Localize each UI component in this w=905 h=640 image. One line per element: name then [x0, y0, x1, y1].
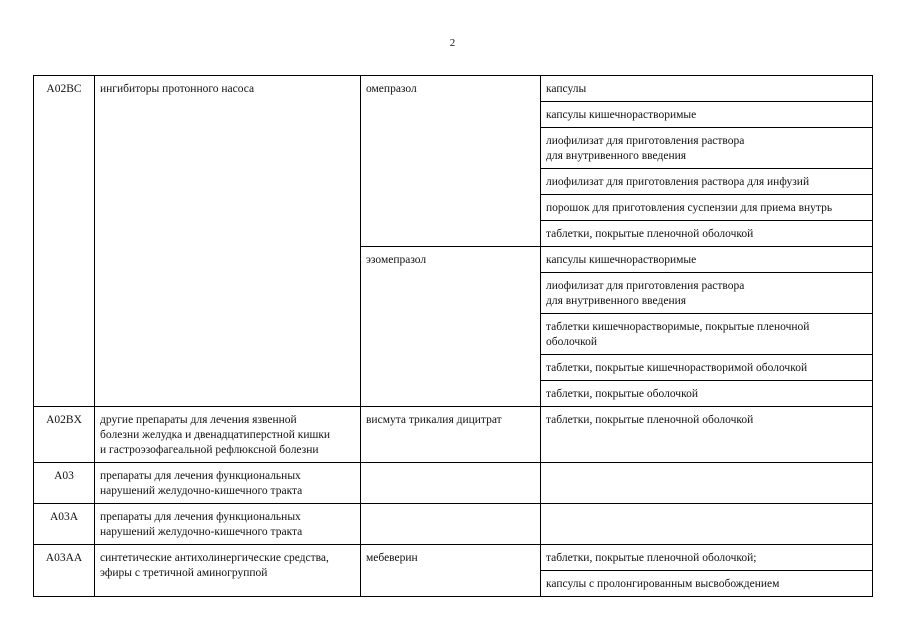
group-name-cell: другие препараты для лечения язвенной болезни желудка и двенадцатиперстной кишки и гастроэзофагеальной рефлюксной болезни	[95, 407, 361, 463]
dosage-form-cell: капсулы кишечнорастворимые	[541, 247, 873, 273]
dosage-form-cell: капсулы	[541, 76, 873, 102]
dosage-form-cell: таблетки, покрытые оболочкой	[541, 381, 873, 407]
group-name-cell: синтетические антихолинергические средства, эфиры с третичной аминогруппой	[95, 545, 361, 597]
atc-code-cell: A02BC	[34, 76, 95, 407]
dosage-form-cell: таблетки, покрытые пленочной оболочкой	[541, 407, 873, 463]
drug-name-cell	[361, 504, 541, 545]
dosage-form-cell	[541, 463, 873, 504]
drug-name-cell: висмута трикалия дицитрат	[361, 407, 541, 463]
dosage-form-cell	[541, 504, 873, 545]
dosage-form-cell: лиофилизат для приготовления раствора для внутривенного введения	[541, 128, 873, 169]
table-row	[34, 463, 873, 504]
atc-code-cell: A03AA	[34, 545, 95, 597]
drug-name-cell: омепразол	[361, 76, 541, 247]
atc-code-cell: A03A	[34, 504, 95, 545]
dosage-form-cell: таблетки кишечнорастворимые, покрытые пленочной оболочкой	[541, 314, 873, 355]
atc-code-cell: A03	[34, 463, 95, 504]
dosage-form-cell: капсулы кишечнорастворимые	[541, 102, 873, 128]
dosage-form-cell: лиофилизат для приготовления раствора для инфузий	[541, 169, 873, 195]
table-row	[34, 504, 873, 545]
atc-code-cell: A02BX	[34, 407, 95, 463]
dosage-form-cell: порошок для приготовления суспензии для приема внутрь	[541, 195, 873, 221]
table-row	[34, 407, 873, 463]
table-row	[34, 76, 873, 102]
drug-name-cell: мебеверин	[361, 545, 541, 597]
dosage-form-cell: лиофилизат для приготовления раствора для внутривенного введения	[541, 273, 873, 314]
dosage-form-cell: таблетки, покрытые пленочной оболочкой;	[541, 545, 873, 571]
group-name-cell: препараты для лечения функциональных нарушений желудочно-кишечного тракта	[95, 463, 361, 504]
table-row	[34, 545, 873, 571]
group-name-cell: препараты для лечения функциональных нарушений желудочно-кишечного тракта	[95, 504, 361, 545]
dosage-form-cell: таблетки, покрытые пленочной оболочкой	[541, 221, 873, 247]
drug-name-cell	[361, 463, 541, 504]
page-number: 2	[449, 37, 456, 49]
drug-classification-table	[33, 75, 873, 597]
drug-name-cell: эзомепразол	[361, 247, 541, 407]
group-name-cell: ингибиторы протонного насоса	[95, 76, 361, 407]
dosage-form-cell: капсулы с пролонгированным высвобождением	[541, 571, 873, 597]
dosage-form-cell: таблетки, покрытые кишечнорастворимой оболочкой	[541, 355, 873, 381]
